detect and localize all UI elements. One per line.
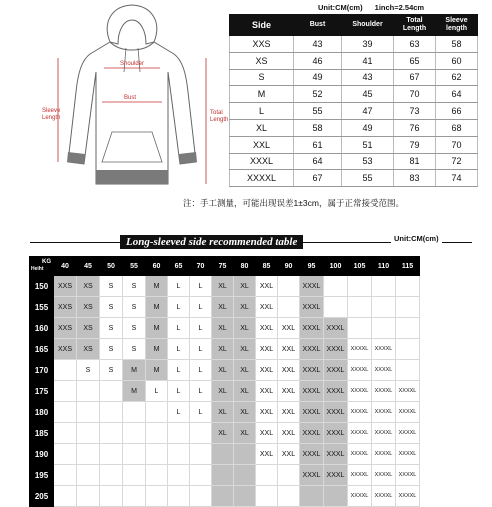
size-recommendation-cell: L (168, 381, 190, 402)
hoodie-diagram (20, 2, 240, 192)
size-chart-header (230, 15, 478, 36)
size-recommendation-cell: L (190, 402, 212, 423)
size-recommendation-cell (168, 486, 190, 507)
size-recommendation-cell (396, 276, 420, 297)
size-recommendation-cell: L (168, 402, 190, 423)
height-row (30, 444, 420, 465)
size-recommendation-cell: XXL (256, 381, 278, 402)
size-recommendation-cell: XS (77, 318, 100, 339)
size-recommendation-cell: XXL (256, 444, 278, 465)
recommended-title-bar (0, 236, 492, 248)
size-value-cell: 79 (394, 136, 436, 153)
size-recommendation-cell: S (100, 360, 123, 381)
size-recommendation-cell: XXXL (324, 423, 348, 444)
size-recommendation-cell: XXXXL (396, 486, 420, 507)
size-recommendation-cell (278, 486, 300, 507)
size-recommendation-cell (396, 360, 420, 381)
size-recommendation-cell: XXL (278, 360, 300, 381)
size-recommendation-cell: L (190, 276, 212, 297)
size-recommendation-cell (234, 465, 256, 486)
size-recommendation-cell: M (123, 381, 146, 402)
size-recommendation-cell: M (146, 360, 168, 381)
size-recommendation-cell: M (146, 318, 168, 339)
size-value-cell: 70 (394, 86, 436, 103)
shoulder-label: Shoulder (120, 61, 145, 67)
size-recommendation-cell: L (190, 381, 212, 402)
size-row (230, 136, 478, 153)
size-recommendation-cell (348, 297, 372, 318)
size-recommendation-cell: XL (212, 276, 234, 297)
size-recommendation-cell: XL (234, 297, 256, 318)
height-label-cell: 190 (30, 444, 54, 465)
recommended-unit: Unit:CM(cm) (391, 234, 442, 243)
height-row (30, 276, 420, 297)
size-row (230, 170, 478, 187)
size-recommendation-cell: L (168, 360, 190, 381)
kg-header-cell: 75 (212, 257, 234, 276)
size-recommendation-cell: XL (234, 276, 256, 297)
size-recommendation-cell (146, 402, 168, 423)
height-label-cell: 150 (30, 276, 54, 297)
size-recommendation-cell: L (190, 297, 212, 318)
size-recommendation-cell: M (123, 360, 146, 381)
size-recommendation-cell (54, 423, 77, 444)
kg-header-cell: 115 (396, 257, 420, 276)
size-recommendation-cell: XS (77, 339, 100, 360)
height-row (30, 423, 420, 444)
size-recommendation-cell: XXL (256, 297, 278, 318)
size-recommendation-cell: XXL (256, 360, 278, 381)
kg-header-cell: 85 (256, 257, 278, 276)
size-recommendation-cell (123, 402, 146, 423)
height-label-cell: 155 (30, 297, 54, 318)
size-recommendation-cell: XXXL (300, 444, 324, 465)
size-recommendation-cell: XXS (54, 339, 77, 360)
size-label-cell: M (230, 86, 294, 103)
size-recommendation-cell (324, 276, 348, 297)
height-row (30, 297, 420, 318)
size-recommendation-cell: XXXXL (396, 423, 420, 444)
size-recommendation-cell: XXXXL (348, 486, 372, 507)
corner-cell (30, 257, 54, 276)
size-value-cell: 65 (394, 52, 436, 69)
size-value-cell: 46 (294, 52, 342, 69)
height-row (30, 339, 420, 360)
kg-header-cell: 90 (278, 257, 300, 276)
size-recommendation-cell (100, 486, 123, 507)
height-row (30, 486, 420, 507)
kg-header-cell: 60 (146, 257, 168, 276)
kg-header-cell: 70 (190, 257, 212, 276)
kg-header-cell: 100 (324, 257, 348, 276)
size-value-cell: 61 (294, 136, 342, 153)
size-recommendation-cell: XXXXL (348, 339, 372, 360)
height-label-cell: 160 (30, 318, 54, 339)
recommended-size-grid (29, 256, 420, 507)
size-recommendation-cell: XL (234, 402, 256, 423)
size-recommendation-cell: XXL (278, 339, 300, 360)
left-cuff-rib (67, 152, 85, 164)
size-value-cell: 43 (342, 69, 394, 86)
size-recommendation-cell: L (168, 339, 190, 360)
corner-height-label: Heiht (31, 266, 44, 272)
unit-inch: 1inch=2.54cm (374, 3, 425, 12)
size-value-cell: 76 (394, 119, 436, 136)
size-value-cell: 68 (436, 119, 478, 136)
size-recommendation-cell (123, 444, 146, 465)
size-recommendation-cell (77, 465, 100, 486)
size-recommendation-cell (190, 444, 212, 465)
size-recommendation-cell: XXL (278, 381, 300, 402)
size-recommendation-cell (190, 465, 212, 486)
size-recommendation-cell: S (100, 297, 123, 318)
size-value-cell: 73 (394, 103, 436, 120)
bust-label: Bust (124, 95, 137, 101)
size-recommendation-cell: XXXXL (396, 465, 420, 486)
kg-header-cell: 55 (123, 257, 146, 276)
size-recommendation-cell (278, 276, 300, 297)
size-value-cell: 53 (342, 153, 394, 170)
size-recommendation-cell: L (168, 318, 190, 339)
kg-header-cell: 50 (100, 257, 123, 276)
size-value-cell: 58 (436, 36, 478, 53)
height-label-cell: 205 (30, 486, 54, 507)
total-length-label-2: Length (210, 117, 229, 123)
size-recommendation-cell (234, 486, 256, 507)
size-recommendation-cell: L (168, 297, 190, 318)
height-label-cell: 195 (30, 465, 54, 486)
size-value-cell: 55 (342, 170, 394, 187)
height-label-cell: 170 (30, 360, 54, 381)
size-recommendation-cell: XXL (256, 339, 278, 360)
size-recommendation-cell: XXXXL (372, 423, 396, 444)
unit-cm: Unit:CM(cm) (318, 3, 363, 12)
size-value-cell: 81 (394, 153, 436, 170)
size-recommendation-cell (190, 423, 212, 444)
size-recommendation-cell: XXXXL (372, 360, 396, 381)
size-recommendation-cell: S (123, 297, 146, 318)
size-recommendation-cell: XL (234, 339, 256, 360)
size-recommendation-cell (54, 360, 77, 381)
size-recommendation-cell (146, 486, 168, 507)
height-row (30, 465, 420, 486)
size-recommendation-cell: XXL (256, 318, 278, 339)
size-recommendation-cell (212, 465, 234, 486)
size-recommendation-cell: XXXXL (348, 381, 372, 402)
size-recommendation-cell: S (123, 276, 146, 297)
height-label-cell: 165 (30, 339, 54, 360)
size-value-cell: 83 (394, 170, 436, 187)
size-value-cell: 60 (436, 52, 478, 69)
size-recommendation-cell (146, 465, 168, 486)
size-recommendation-cell (300, 486, 324, 507)
size-recommendation-cell (168, 423, 190, 444)
size-recommendation-cell: XXXXL (396, 381, 420, 402)
size-recommendation-cell: XL (234, 423, 256, 444)
kg-header-row (30, 257, 420, 276)
size-recommendation-cell (146, 444, 168, 465)
size-value-cell: 64 (294, 153, 342, 170)
size-recommendation-cell: L (190, 360, 212, 381)
size-recommendation-cell (234, 444, 256, 465)
size-row (230, 86, 478, 103)
size-recommendation-cell: XXXL (300, 318, 324, 339)
size-recommendation-cell: XXXL (300, 339, 324, 360)
size-recommendation-cell: XL (212, 381, 234, 402)
size-recommendation-cell: XXL (278, 444, 300, 465)
pocket-outline (102, 132, 162, 162)
size-recommendation-cell (100, 465, 123, 486)
size-value-cell: 55 (294, 103, 342, 120)
size-recommendation-cell (256, 486, 278, 507)
size-recommendation-cell (77, 423, 100, 444)
size-label-cell: XXXL (230, 153, 294, 170)
height-row (30, 381, 420, 402)
height-label-cell: 175 (30, 381, 54, 402)
size-recommendation-cell: L (190, 318, 212, 339)
size-recommendation-cell (54, 465, 77, 486)
size-recommendation-cell: S (100, 339, 123, 360)
size-recommendation-cell: S (100, 318, 123, 339)
size-value-cell: 41 (342, 52, 394, 69)
size-value-cell: 52 (294, 86, 342, 103)
size-value-cell: 43 (294, 36, 342, 53)
size-value-cell: 49 (342, 119, 394, 136)
size-row (230, 119, 478, 136)
size-recommendation-cell: XXXL (300, 297, 324, 318)
measurement-note: 注：手工测量，可能出现误差1±3cm，属于正常接受范围。 (183, 198, 404, 208)
size-recommendation-cell: L (190, 339, 212, 360)
size-recommendation-cell: XL (212, 402, 234, 423)
size-recommendation-cell (77, 486, 100, 507)
size-recommendation-cell: XL (212, 423, 234, 444)
size-header-cell: Side (230, 15, 294, 36)
size-value-cell: 49 (294, 69, 342, 86)
size-recommendation-cell (348, 276, 372, 297)
size-recommendation-cell: XXXXL (372, 465, 396, 486)
size-recommendation-cell: XXXXL (348, 465, 372, 486)
size-recommendation-cell (396, 297, 420, 318)
size-recommendation-cell: XXXXL (372, 402, 396, 423)
size-label-cell: XXXXL (230, 170, 294, 187)
size-recommendation-cell (190, 486, 212, 507)
size-recommendation-cell: M (146, 297, 168, 318)
size-recommendation-cell: XXXL (300, 276, 324, 297)
size-value-cell: 45 (342, 86, 394, 103)
size-header-cell: Total Length (394, 15, 436, 36)
size-recommendation-cell: XXXXL (348, 444, 372, 465)
height-label-cell: 180 (30, 402, 54, 423)
height-row (30, 402, 420, 423)
size-recommendation-cell: XXXL (300, 423, 324, 444)
kg-header-cell: 40 (54, 257, 77, 276)
size-recommendation-cell (123, 423, 146, 444)
size-recommendation-cell: XL (212, 339, 234, 360)
size-recommendation-cell (54, 444, 77, 465)
size-recommendation-cell (278, 297, 300, 318)
size-recommendation-cell: XL (234, 318, 256, 339)
recommended-title: Long-sleeved side recommended table (120, 235, 303, 249)
size-value-cell: 58 (294, 119, 342, 136)
size-recommendation-cell (100, 423, 123, 444)
size-recommendation-cell: M (146, 276, 168, 297)
size-recommendation-cell: XXXL (300, 402, 324, 423)
hood-outline (107, 5, 157, 44)
size-recommendation-cell: XXL (278, 402, 300, 423)
size-recommendation-cell: XXXL (300, 465, 324, 486)
size-recommendation-cell (372, 318, 396, 339)
size-recommendation-cell: XXS (54, 318, 77, 339)
size-value-cell: 70 (436, 136, 478, 153)
size-row (230, 69, 478, 86)
size-recommendation-cell (168, 465, 190, 486)
size-recommendation-cell: XXXL (324, 444, 348, 465)
size-label-cell: S (230, 69, 294, 86)
sleeve-length-label: Sleeve (42, 108, 61, 114)
size-recommendation-cell (54, 402, 77, 423)
size-recommendation-cell: XL (212, 297, 234, 318)
size-recommendation-cell: XXXXL (372, 339, 396, 360)
size-row (230, 103, 478, 120)
size-recommendation-cell: XXL (278, 423, 300, 444)
kg-header-cell: 95 (300, 257, 324, 276)
size-label-cell: XXS (230, 36, 294, 53)
size-value-cell: 67 (394, 69, 436, 86)
size-recommendation-cell: XXXL (324, 339, 348, 360)
size-recommendation-cell: XXXXL (396, 402, 420, 423)
size-recommendation-cell (54, 486, 77, 507)
size-recommendation-cell (396, 318, 420, 339)
size-recommendation-cell: XL (234, 381, 256, 402)
size-header-cell: Shoulder (342, 15, 394, 36)
size-recommendation-cell: XXXXL (348, 402, 372, 423)
size-value-cell: 63 (394, 36, 436, 53)
size-recommendation-cell (212, 444, 234, 465)
size-recommendation-cell: XXS (54, 276, 77, 297)
size-chart-table (229, 14, 478, 187)
size-value-cell: 47 (342, 103, 394, 120)
size-value-cell: 62 (436, 69, 478, 86)
size-recommendation-cell (146, 423, 168, 444)
size-value-cell: 64 (436, 86, 478, 103)
size-recommendation-cell: XXL (278, 318, 300, 339)
size-recommendation-cell: XXXL (324, 465, 348, 486)
size-recommendation-cell (348, 318, 372, 339)
size-header-cell: Bust (294, 15, 342, 36)
size-recommendation-cell: XXXXL (372, 444, 396, 465)
size-recommendation-cell (123, 465, 146, 486)
size-value-cell: 72 (436, 153, 478, 170)
height-row (30, 318, 420, 339)
size-recommendation-cell: XS (77, 276, 100, 297)
size-label-cell: L (230, 103, 294, 120)
size-recommendation-cell: XXXL (324, 381, 348, 402)
size-recommendation-cell: XXXXL (372, 381, 396, 402)
size-recommendation-cell (372, 276, 396, 297)
size-recommendation-cell (54, 381, 77, 402)
size-recommendation-cell (324, 486, 348, 507)
size-recommendation-cell (256, 465, 278, 486)
size-row (230, 36, 478, 53)
sleeve-length-label-2: Length (42, 115, 61, 121)
size-recommendation-cell (77, 444, 100, 465)
size-recommendation-cell (324, 297, 348, 318)
size-recommendation-cell (168, 444, 190, 465)
size-recommendation-cell: M (146, 339, 168, 360)
size-row (230, 153, 478, 170)
size-recommendation-cell: S (123, 318, 146, 339)
size-recommendation-cell: XXXXL (348, 360, 372, 381)
size-value-cell: 66 (436, 103, 478, 120)
size-value-cell: 74 (436, 170, 478, 187)
kg-header-cell: 110 (372, 257, 396, 276)
size-recommendation-cell: XXL (256, 402, 278, 423)
size-label-cell: XS (230, 52, 294, 69)
size-recommendation-cell: S (100, 276, 123, 297)
kg-header-cell: 105 (348, 257, 372, 276)
size-recommendation-cell: XXXL (300, 381, 324, 402)
size-recommendation-cell: XS (77, 297, 100, 318)
size-recommendation-cell: XXS (54, 297, 77, 318)
unit-note (318, 3, 434, 12)
size-recommendation-cell (396, 339, 420, 360)
size-recommendation-cell: XL (234, 360, 256, 381)
size-recommendation-cell: S (123, 339, 146, 360)
corner-kg-label: KG (42, 259, 51, 265)
size-recommendation-cell (100, 402, 123, 423)
size-recommendation-cell (212, 486, 234, 507)
size-recommendation-cell: XXL (256, 423, 278, 444)
size-recommendation-cell (77, 402, 100, 423)
right-cuff-rib (179, 152, 197, 164)
size-value-cell: 39 (342, 36, 394, 53)
height-label-cell: 185 (30, 423, 54, 444)
size-recommendation-cell: XXXXL (396, 444, 420, 465)
size-value-cell: 67 (294, 170, 342, 187)
total-length-label: Total (210, 110, 223, 116)
size-header-cell: Sleeve length (436, 15, 478, 36)
size-recommendation-cell (372, 297, 396, 318)
size-value-cell: 51 (342, 136, 394, 153)
size-recommendation-cell: S (77, 360, 100, 381)
size-label-cell: XL (230, 119, 294, 136)
size-recommendation-cell: L (168, 276, 190, 297)
size-recommendation-cell: XXXL (324, 360, 348, 381)
size-recommendation-cell: XXXL (324, 402, 348, 423)
kg-header-cell: 45 (77, 257, 100, 276)
size-recommendation-cell: XXL (256, 276, 278, 297)
height-row (30, 360, 420, 381)
size-recommendation-cell: XL (212, 318, 234, 339)
kg-header-cell: 80 (234, 257, 256, 276)
size-label-cell: XXL (230, 136, 294, 153)
kg-header-cell: 65 (168, 257, 190, 276)
size-recommendation-cell: XL (212, 360, 234, 381)
size-recommendation-cell (123, 486, 146, 507)
hem-rib (96, 170, 168, 184)
size-recommendation-cell (100, 444, 123, 465)
size-recommendation-cell (77, 381, 100, 402)
size-recommendation-cell: XXXL (324, 318, 348, 339)
size-row (230, 52, 478, 69)
size-recommendation-cell: XXXXL (372, 486, 396, 507)
size-recommendation-cell: L (146, 381, 168, 402)
size-recommendation-cell: XXXXL (348, 423, 372, 444)
size-recommendation-cell (278, 465, 300, 486)
size-recommendation-cell (100, 381, 123, 402)
size-recommendation-cell: XXXL (300, 360, 324, 381)
